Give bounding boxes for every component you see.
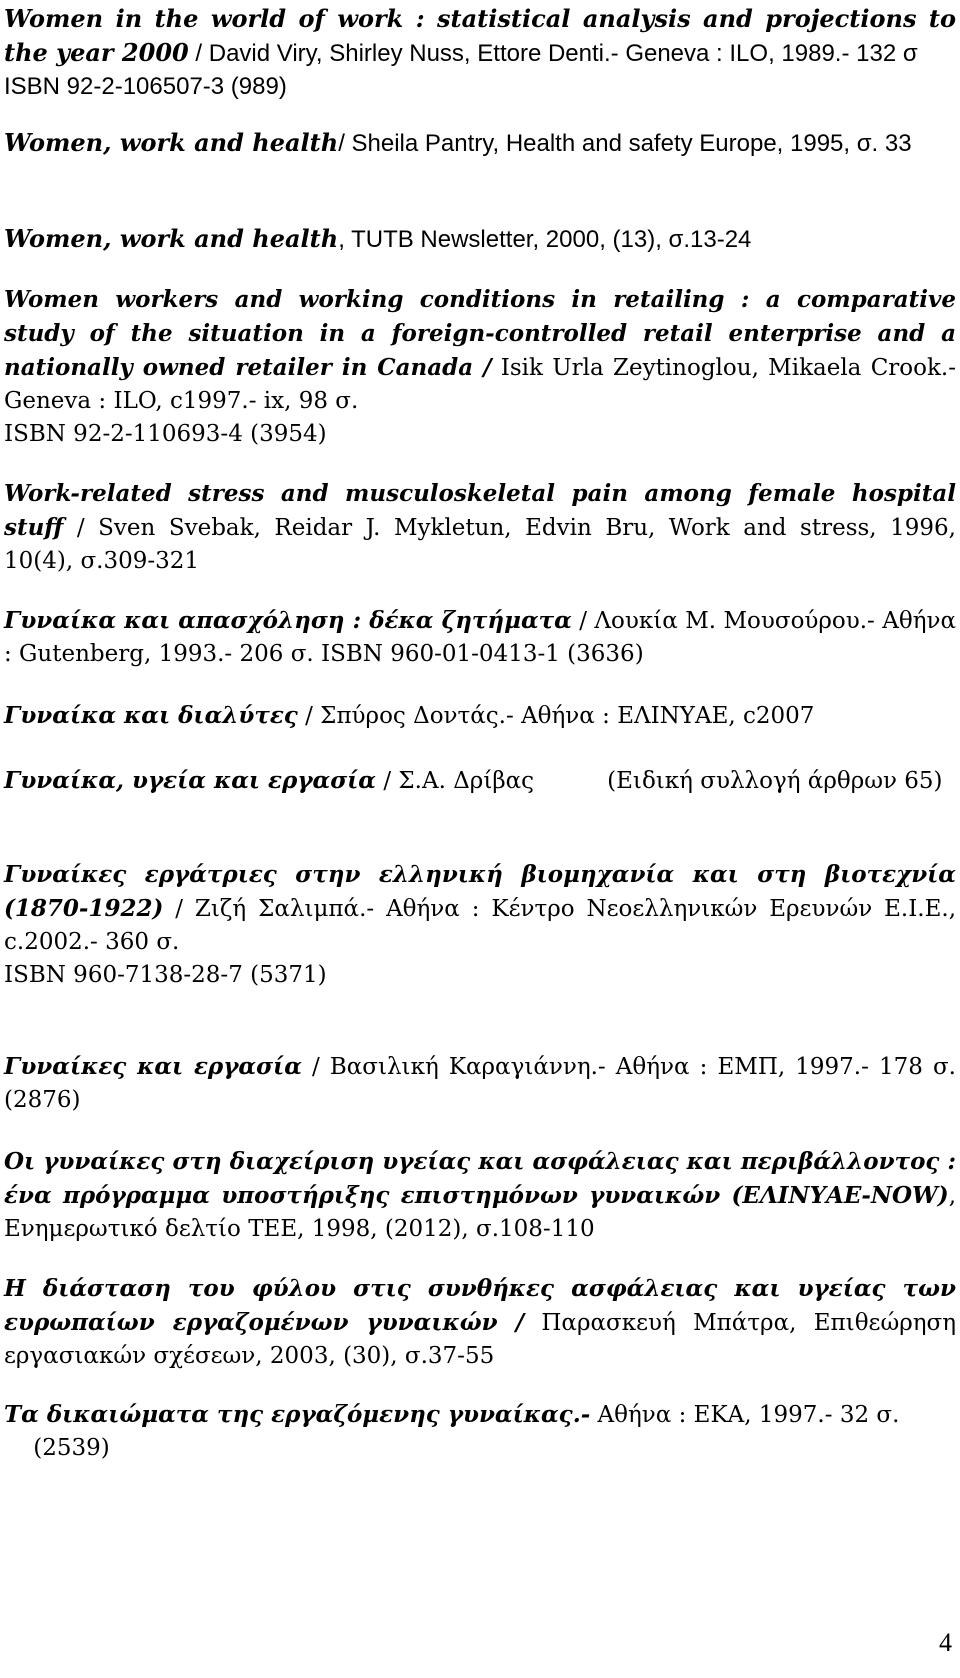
entry-details: Αθήνα : ΕΚΑ, 1997.- 32 σ. [590,1402,900,1428]
entry-details: Παρασκευή Μπάτρα, Επιθεώρηση εργασιακών σχέσεων, 2003, (30), σ.37-55 [4,1310,956,1369]
bibliography-entry-women-work-health-pantry [4,126,956,160]
entry-details: / Λουκία Μ. Μουσούρου.- Αθήνα : Gutenberg, 1993.- 206 σ. ISBN 960-01-0413-1 (3636) [4,608,956,667]
entry-title: Women workers and working conditions in retailing : a comparative study of the situation in a foreign-controlled retail enterprise and a nationally owned retailer in Canada / [4,286,956,381]
bibliography-entry-diaxeirisi-ygeias [4,1145,956,1246]
entry-title: Women, work and health [4,224,339,253]
entry-details: Isik Urla Zeytinoglou, Mikaela Crook.- Geneva : ILO, c1997.- ix, 98 σ. [4,355,956,414]
entry-details: / Σπύρος Δοντάς.- Αθήνα : ΕΛΙΝΥΑΕ, c2007 [297,703,815,729]
bibliography-entry-dikaiomata [4,1398,956,1465]
bibliography-entry-diastasi-fylou [4,1272,956,1373]
entry-call-number: (2539) [4,1435,110,1461]
entry-details: / David Viry, Shirley Nuss, Ettore Denti.- Geneva : ILO, 1989.- 132 σ [188,40,918,67]
entry-title: Γυναίκα και απασχόληση : δέκα ζητήματα [4,607,572,634]
entry-details: / Sheila Pantry, Health and safety Europe, 1995, σ. 33 [338,130,912,157]
entry-title: Γυναίκα και διαλύτες [4,702,298,729]
bibliography-entry-gynaikes-ergatries [4,858,956,992]
entry-title: Women in the world of work : statistical analysis and projections to the year 2000 [4,4,956,67]
bibliography-entry-gynaikes-ergasia [4,1050,956,1117]
bibliography-entry-gynaika-ygeia-ergasia [4,764,956,798]
entry-details: , TUTB Newsletter, 2000, (13), σ.13-24 [338,226,752,253]
entry-details: / Βασιλική Καραγιάννη.- Αθήνα : ΕΜΠ, 1997.- 178 σ. (2876) [4,1054,956,1113]
entry-details: / Σ.Α. Δρίβας (Ειδική συλλογή άρθρων 65) [376,768,943,794]
entry-details: / Sven Svebak, Reidar J. Mykletun, Edvin Bru, Work and stress, 1996, 10(4), σ.309-321 [4,515,956,574]
bibliography-entry-work-related-stress [4,477,956,578]
bibliography-entry-women-workers-retailing [4,283,956,451]
entry-title: Work-related stress and musculoskeletal pain among female hospital stuff [4,480,956,541]
entry-title: Τα δικαιώματα της εργαζόμενης γυναίκας.- [4,1401,591,1428]
entry-details: , Ενημερωτικό δελτίο ΤΕΕ, 1998, (2012), σ.108-110 [4,1183,956,1242]
bibliography-entry-women-work-health-tutb [4,222,956,256]
entry-title: Η διάσταση του φύλου στις συνθήκες ασφάλειας και υγείας των ευρωπαίων εργαζομένων γυναικών / [4,1275,956,1336]
entry-isbn: ISBN 960-7138-28-7 (5371) [4,962,327,988]
entry-isbn: ISBN 92-2-106507-3 (989) [4,73,287,100]
bibliography-entry-women-world-of-work [4,2,956,103]
entry-isbn: ISBN 92-2-110693-4 (3954) [4,421,327,447]
entry-title: Γυναίκες και εργασία [4,1053,302,1080]
entry-title: Women, work and health [4,128,339,157]
bibliography-entry-gynaika-dialytes [4,699,956,733]
entry-title: Γυναίκες εργάτριες στην ελληνική βιομηχανία και στη βιοτεχνία (1870-1922) [4,861,956,922]
bibliography-entry-gynaika-apasxolisi [4,604,956,671]
entry-details: / Ζιζή Σαλιμπά.- Αθήνα : Κέντρο Νεοελληνικών Ερευνών Ε.Ι.Ε., c.2002.- 360 σ. [4,896,956,955]
entry-title: Οι γυναίκες στη διαχείριση υγείας και ασφάλειας και περιβάλλοντος : ένα πρόγραμμα υποστήριξης επιστημόνων γυναικών (ΕΛΙΝΥΑΕ-NOW) [4,1148,956,1209]
page-number: 4 [939,1628,952,1657]
entry-title: Γυναίκα, υγεία και εργασία [4,767,377,794]
